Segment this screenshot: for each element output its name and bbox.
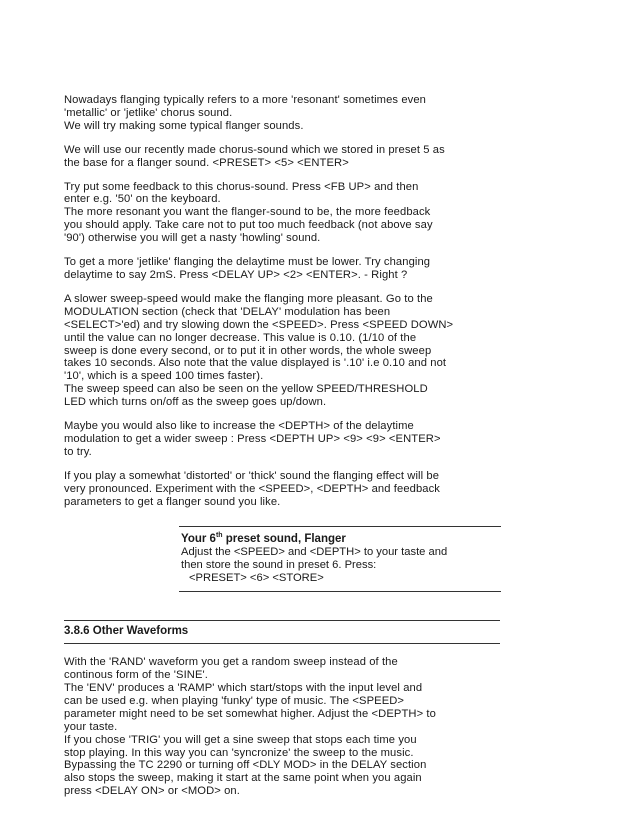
text-line: you should apply. Take care not to put too much feedback (not above say (64, 219, 433, 232)
paragraph-depth (64, 420, 500, 459)
section-heading: 3.8.6 Other Waveforms (64, 620, 500, 644)
text-line: LED which turns on/off as the sweep goes up/down. (64, 396, 327, 409)
text-line: The more resonant you want the flanger-sound to be, the more feedback (64, 206, 431, 219)
preset-callout-title (181, 533, 501, 546)
text-line: until the value can no longer decrease. This value is 0.10. (1/10 of the (64, 331, 417, 344)
text-line: Adjust the <SPEED> and <DEPTH> to your taste and (181, 546, 448, 559)
text-line: then store the sound in preset 6. Press: (181, 559, 377, 572)
text-line: modulation to get a wider sweep : Press <DEPTH UP> <9> <9> <ENTER> (64, 432, 441, 445)
paragraph-feedback (64, 181, 500, 246)
paragraph-delaytime (64, 256, 500, 282)
text-line: If you chose 'TRIG' you will get a sine sweep that stops each time you (64, 733, 417, 746)
text-line: the base for a flanger sound. <PRESET> <5> <ENTER> (64, 156, 349, 169)
preset-key-sequence: <PRESET> <6> <STORE> (189, 572, 324, 585)
text-line: stop playing. In this way you can 'syncronize' the sweep to the music. (64, 746, 414, 759)
text-line: MODULATION section (check that 'DELAY' modulation has been (64, 305, 391, 318)
text-line: If you play a somewhat 'distorted' or 'thick' sound the flanging effect will be (64, 469, 440, 482)
paragraph-base-sound (64, 144, 500, 170)
text-line: Nowadays flanging typically refers to a more 'resonant' sometimes even (64, 94, 426, 106)
paragraph-other-waveforms (64, 656, 500, 798)
text-line: your taste. (64, 720, 118, 733)
text-line: 'metallic' or 'jetlike' chorus sound. (64, 106, 233, 119)
text-line: We will use our recently made chorus-sound which we stored in preset 5 as (64, 143, 445, 156)
text-line: The 'ENV' produces a 'RAMP' which start/stops with the input level and (64, 682, 423, 694)
text-line: The sweep speed can also be seen on the yellow SPEED/THRESHOLD (64, 383, 428, 396)
manual-page (64, 94, 500, 809)
text-line: parameter might need to be set somewhat higher. Adjust the <DEPTH> to (64, 707, 436, 720)
preset-title-ordinal: th (215, 532, 223, 540)
text-line: '90') otherwise you will get a nasty 'howling' sound. (64, 232, 321, 245)
paragraph-intro (64, 94, 500, 133)
text-line: takes 10 seconds. Also note that the value displayed is '.10' i.e 0.10 and not (64, 357, 447, 370)
text-line: <SELECT>'ed) and try slowing down the <SPEED>. Press <SPEED DOWN> (64, 318, 454, 331)
preset-title-suffix: preset sound, Flanger (222, 533, 346, 546)
text-line: can be used e.g. when playing 'funky' type of music. The <SPEED> (64, 694, 405, 707)
text-line: With the 'RAND' waveform you get a random sweep instead of the (64, 656, 398, 669)
text-line: enter e.g. '50' on the keyboard. (64, 193, 221, 206)
text-line: Maybe you would also like to increase the <DEPTH> of the delaytime (64, 420, 414, 433)
paragraph-sweep-speed (64, 293, 500, 409)
text-line: A slower sweep-speed would make the flanging more pleasant. Go to the (64, 292, 433, 305)
text-line: We will try making some typical flanger sounds. (64, 119, 304, 132)
text-line: very pronounced. Experiment with the <SPEED>, <DEPTH> and feedback (64, 482, 440, 495)
text-line: Bypassing the TC 2290 or turning off <DLY MOD> in the DELAY section (64, 759, 427, 772)
text-line: continous form of the 'SINE'. (64, 669, 208, 682)
text-line: sweep is done every second, or to put it in other words, the whole sweep (64, 344, 432, 357)
text-line: to try. (64, 445, 92, 458)
text-line: delaytime to say 2mS. Press <DELAY UP> <2> <ENTER>. - Right ? (64, 268, 408, 281)
paragraph-distorted (64, 470, 500, 509)
text-line: Try put some feedback to this chorus-sound. Press <FB UP> and then (64, 180, 419, 193)
text-line: also stops the sweep, making it start at the same point when you again (64, 772, 422, 785)
text-line: To get a more 'jetlike' flanging the delaytime must be lower. Try changing (64, 256, 431, 269)
text-line: '10', which is a speed 100 times faster). (64, 370, 264, 383)
text-line: parameters to get a flanger sound you like. (64, 495, 281, 508)
preset-title-prefix: Your 6 (181, 533, 216, 546)
preset-callout-box (179, 526, 501, 592)
text-line: press <DELAY ON> or <MOD> on. (64, 785, 240, 798)
